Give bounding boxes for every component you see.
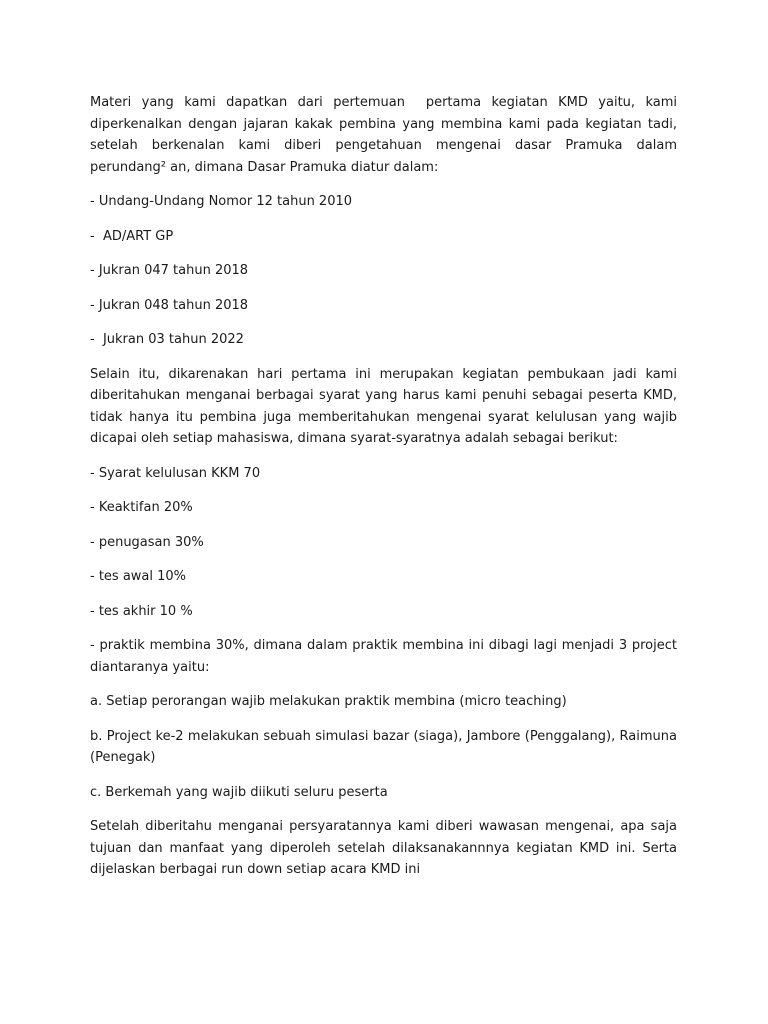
- project-item: b. Project ke-2 melakukan sebuah simulasi bazar (siaga), Jambore (Penggalang), Raimuna (Penegak): [90, 728, 682, 765]
- requirements-paragraph: Selain itu, dikarenakan hari pertama ini merupakan kegiatan pembukaan jadi kami diberitahukan menganai berbagai syarat yang harus kami penuhi sebagai peserta KMD, tidak hanya itu pembina juga memberitahukan mengenai syarat kelulusan yang wajib dicapai oleh setiap mahasiswa, dimana syarat-syaratnya adalah sebagai berikut:: [90, 366, 682, 446]
- project-item: c. Berkemah yang wajib diikuti seluru peserta: [90, 784, 388, 800]
- practice-item: - praktik membina 30%, dimana dalam praktik membina ini dibagi lagi menjadi 3 project diantaranya yaitu:: [90, 638, 682, 675]
- legal-basis-item: - AD/ART GP: [90, 228, 174, 244]
- requirement-item: - Syarat kelulusan KKM 70: [90, 465, 261, 481]
- project-item: a. Setiap perorangan wajib melakukan praktik membina (micro teaching): [90, 694, 567, 709]
- requirement-item: - penugasan 30%: [90, 534, 204, 550]
- requirement-item: - tes akhir 10 %: [90, 603, 193, 619]
- requirement-item: - tes awal 10%: [90, 569, 187, 584]
- legal-basis-item: - Jukran 048 tahun 2018: [90, 297, 249, 313]
- intro-paragraph: Materi yang kami dapatkan dari pertemuan pertama kegiatan KMD yaitu, kami diperkenalkan dengan jajaran kakak pembina yang membina kami pada kegiatan tadi, setelah berkenalan kami diberi pengetahuan mengenai dasar Pramuka dalam perundang² an, dimana Dasar Pramuka diatur dalam:: [90, 95, 682, 175]
- closing-paragraph: Setelah diberitahu menganai persyaratannya kami diberi wawasan mengenai, apa saja tujuan dan manfaat yang diperoleh setelah dilaksanakannnya kegiatan KMD ini. Serta dijelaskan berbagai run down setiap acara KMD ini: [90, 819, 682, 877]
- requirement-item: - Keaktifan 20%: [90, 500, 193, 515]
- legal-basis-item: - Jukran 047 tahun 2018: [90, 263, 249, 278]
- legal-basis-item: - Jukran 03 tahun 2022: [90, 332, 244, 347]
- document-body: [90, 92, 682, 881]
- legal-basis-item: - Undang-Undang Nomor 12 tahun 2010: [90, 194, 353, 209]
